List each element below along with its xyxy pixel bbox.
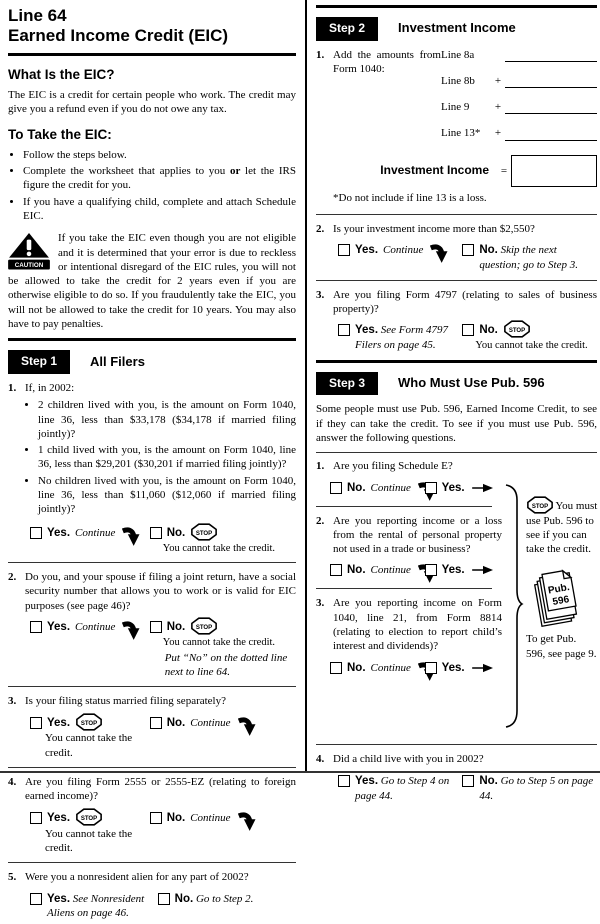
answer-no: No. Continue <box>150 716 296 761</box>
step1-question-5: 5. Were you a nonresident alien for any part of 2002? <box>8 870 296 884</box>
bullet-item: • 1 child lived with you, is the amount on Form 1040, line 36, less than $29,201 ($30,201 if married filing jointly)? <box>38 443 296 472</box>
step1-q4-answers <box>30 811 296 856</box>
step3-question-1: 1. Are you filing Schedule E? <box>316 459 502 473</box>
step2-question-1: 1. Add the amounts from Form 1040: Line 8a Line 8b + Line 9 + Line 13* + Investment Income = *Do not include if line 13 is a loss. <box>316 48 597 207</box>
step1-q2-answers <box>30 620 296 679</box>
question-rule <box>316 588 492 589</box>
question-rule <box>316 452 597 453</box>
section-rule <box>316 5 597 8</box>
caution-icon <box>8 233 50 270</box>
bullet-item: • 2 children lived with you, is the amount on Form 1040, line 36, less than $33,178 ($34,178 if married filing jointly)? <box>38 398 296 441</box>
answer-result: You cannot take the credit. <box>45 732 133 759</box>
answer-no: No. Continue <box>150 811 296 856</box>
step2-question-3: 3. Are you filing Form 4797 (relating to sales of business property)? <box>316 288 597 315</box>
column-divider <box>305 0 307 772</box>
step3-q2-answers <box>330 563 502 578</box>
step1-q4-yes-checkbox[interactable] <box>30 812 42 824</box>
question-text: Are you filing Form 4797 (relating to sales of business property)? <box>333 288 597 315</box>
svg-text:CAUTION: CAUTION <box>14 262 44 270</box>
question-text: Is your filing status married filing separately? <box>25 695 226 708</box>
answer-yes: Yes. <box>425 661 502 676</box>
step3-question-4: 4. Did a child live with you in 2002? <box>316 752 597 766</box>
step3-questions-area <box>316 459 597 737</box>
continue-arrow-icon <box>122 618 142 641</box>
step1-question-1: 1. If, in 2002: • 2 children lived with you, is the amount on Form 1040, line 36, less than $33,178 ($34,178 if married filing jointly)? • 1 child lived with you, is the amount on Form 1040, line 36, less than $29,201 ($30,201 if married filing jointly)? • No children lived with you, is the amount on Form 1040, line 36, less than $11,060 ($12,060 if married filing jointly)? <box>8 381 296 519</box>
step2-title: Investment Income <box>398 20 516 36</box>
step1-q5-yes-checkbox[interactable] <box>30 893 42 905</box>
question-text: Are you filing Form 2555 or 2555-EZ (relating to foreign earned income)? <box>25 776 296 803</box>
footnote: *Do not include if line 13 is a loss. <box>333 191 487 204</box>
step1-q3-yes-checkbox[interactable] <box>30 717 42 729</box>
step2-q2-answers <box>338 243 597 272</box>
continue-arrow-icon <box>122 524 142 547</box>
right-arrow-icon <box>472 483 494 493</box>
answer-yes: Yes. Go to Step 4 on page 44. <box>338 774 462 803</box>
answer-no: No. Continue <box>330 481 425 496</box>
step3-q3-yes-checkbox[interactable] <box>425 662 437 674</box>
question-rule <box>316 280 597 281</box>
amount-row-9: Line 9 + <box>441 100 597 114</box>
answer-result: You cannot take the credit. <box>45 827 133 854</box>
bullet-item: • Complete the worksheet that applies to you or let the IRS figure the credit for you. <box>23 164 296 193</box>
pub-596-book-icon <box>530 564 586 628</box>
stop-icon <box>76 808 102 826</box>
question-text: Were you a nonresident alien for any part of 2002? <box>25 871 249 884</box>
question-text: Did a child live with you in 2002? <box>333 753 484 766</box>
answer-no: No. Go to Step 2. <box>158 892 296 921</box>
question-text: Are you filing Schedule E? <box>333 460 453 473</box>
sidebar-get-text: To get Pub. 596, see page 9. <box>526 633 597 660</box>
answer-no: No. Continue <box>330 661 425 676</box>
step1-q3-no-checkbox[interactable] <box>150 717 162 729</box>
step3-q1-yes-checkbox[interactable] <box>425 482 437 494</box>
step3-q3-no-checkbox[interactable] <box>330 662 342 674</box>
to-take-heading: To Take the EIC: <box>8 127 112 143</box>
step3-title: Who Must Use Pub. 596 <box>398 375 545 391</box>
svg-text:596: 596 <box>551 594 571 609</box>
question-rule <box>8 562 296 563</box>
investment-income-total-row: Investment Income = <box>333 155 597 187</box>
stop-icon <box>504 320 530 338</box>
step1-q1-answers <box>30 526 296 556</box>
step3-header <box>316 372 597 396</box>
stop-icon <box>76 713 102 731</box>
step1-q2-no-checkbox[interactable] <box>150 621 162 633</box>
section-rule <box>8 338 296 341</box>
step3-sidebar <box>526 499 598 667</box>
step3-q2-yes-checkbox[interactable] <box>425 564 437 576</box>
amount-row-8a: Line 8a <box>441 48 597 62</box>
step3-q4-answers <box>338 774 597 803</box>
step2-badge: Step 2 <box>316 17 378 41</box>
svg-text:Pub.: Pub. <box>547 582 571 598</box>
bullet-item: • If you have a qualifying child, complete and attach Schedule EIC. <box>23 195 296 224</box>
investment-income-total-box[interactable] <box>511 155 597 187</box>
question-rule <box>8 862 296 863</box>
title-rule <box>8 53 296 56</box>
answer-no: No. You cannot take the credit. <box>150 526 296 556</box>
continue-arrow-icon <box>238 714 258 737</box>
left-column <box>8 6 296 924</box>
step3-question-2: 2. Are you reporting income or a loss from the rental of personal property not used in a trade or business? <box>316 514 502 556</box>
step1-q2-yes-checkbox[interactable] <box>30 621 42 633</box>
question-text: Is your investment income more than $2,550? <box>333 223 535 236</box>
step1-question-3: 3. Is your filing status married filing separately? <box>8 694 296 708</box>
answer-no: No. Go to Step 5 on page 44. <box>462 774 597 803</box>
question-text: Are you reporting income or a loss from the rental of personal property not used in a trade or business? <box>333 514 502 556</box>
step3-q3-answers <box>330 661 502 676</box>
caution-text: If you take the EIC even though you are not eligible and it is determined that your error is due to reckless or intentional disregard of the EIC rules, you will not be allowed to take the credit for 2 years even if you are otherwise eligible to do so. If you fraudulently take the EIC, you will not be allowed to take the credit for 10 years. You may also have to pay penalties. <box>8 232 296 331</box>
answer-yes: Yes. Continue <box>30 620 150 679</box>
step3-q2-no-checkbox[interactable] <box>330 564 342 576</box>
step2-q3-yes-checkbox[interactable] <box>338 324 350 336</box>
step1-header <box>8 350 296 374</box>
question-text: Do you, and your spouse if filing a joint return, have a social security number that allows you to work or is valid for EIC purposes (see page 46)? <box>25 571 296 612</box>
caution-note <box>8 231 296 331</box>
step1-q3-answers <box>30 716 296 761</box>
bullet-item: • Follow the steps below. <box>23 148 296 162</box>
what-is-body: The EIC is a credit for certain people who work. The credit may give you a refund even if you do not owe any tax. <box>8 88 296 115</box>
step1-title: All Filers <box>90 353 145 369</box>
investment-income-label: Investment Income <box>380 162 489 177</box>
question-rule <box>316 214 597 215</box>
step2-question-2: 2. Is your investment income more than $2,550? <box>316 222 597 236</box>
step3-q1-no-checkbox[interactable] <box>330 482 342 494</box>
step1-badge: Step 1 <box>8 350 70 374</box>
answer-no: No. You cannot take the credit. Put “No” on the dotted line next to line 64. <box>150 620 296 679</box>
answer-no: No. Continue <box>330 563 425 578</box>
step2-q2-no-checkbox[interactable] <box>462 244 474 256</box>
page-bottom-rule <box>0 771 600 773</box>
answer-no: No. You cannot take the credit. <box>462 323 597 353</box>
answer-note: Put “No” on the dotted line next to line 64. <box>164 651 288 678</box>
question-text: Are you reporting income on Form 1040, line 21, from Form 8814 (relating to election to report child’s interest and dividends)? <box>333 597 502 653</box>
step3-badge: Step 3 <box>316 372 378 396</box>
brace-connector <box>504 483 524 729</box>
step1-q5-no-checkbox[interactable] <box>158 893 170 905</box>
question-rule <box>8 686 296 687</box>
answer-result: You cannot take the credit. <box>162 542 276 554</box>
stop-icon <box>191 523 217 541</box>
amount-line-8b-field[interactable] <box>505 75 597 88</box>
step1-question-4: 4. Are you filing Form 2555 or 2555-EZ (relating to foreign earned income)? <box>8 776 296 803</box>
step2-header <box>316 17 597 41</box>
step2-q3-no-checkbox[interactable] <box>462 324 474 336</box>
step2-q3-answers <box>338 323 597 353</box>
question-rule <box>8 767 296 768</box>
step3-q4-no-checkbox[interactable] <box>462 775 474 787</box>
step1-q4-no-checkbox[interactable] <box>150 812 162 824</box>
answer-yes: Yes. You cannot take the credit. <box>30 716 150 761</box>
right-arrow-icon <box>472 565 494 575</box>
answer-yes: Yes. <box>425 481 502 496</box>
what-is-heading: What Is the EIC? <box>8 67 115 83</box>
answer-result: You cannot take the credit. <box>162 637 276 649</box>
sidebar-stop-text: You must use Pub. 596 to see if you can take the credit. <box>526 499 598 556</box>
step1-q5-answers <box>30 892 296 921</box>
to-take-bullets <box>8 148 296 223</box>
answer-result: You cannot take the credit. <box>475 340 588 352</box>
step1-q1-yes-checkbox[interactable] <box>30 527 42 539</box>
amount-row-8b: Line 8b + <box>441 74 597 88</box>
section-rule <box>316 360 597 363</box>
stop-icon <box>191 617 217 635</box>
step1-question-2: 2. Do you, and your spouse if filing a joint return, have a social security number that allows you to work or is valid for EIC purposes (see page 46)? <box>8 571 296 612</box>
answer-yes: Yes. See Nonresident Aliens on page 46. <box>30 892 158 921</box>
answer-yes: Yes. <box>425 563 502 578</box>
amount-line-8a-field[interactable] <box>505 49 597 62</box>
question-rule <box>316 744 597 745</box>
amount-line-9-field[interactable] <box>505 101 597 114</box>
question-text: Add the amounts from Form 1040: <box>333 48 441 75</box>
step3-intro: Some people must use Pub. 596, Earned Income Credit, to see if they can take the credit. To see if you must use Pub. 596, answer the following questions. <box>316 403 597 444</box>
answer-yes: Yes. You cannot take the credit. <box>30 811 150 856</box>
continue-arrow-icon <box>238 809 258 832</box>
step3-q1-answers <box>330 481 502 496</box>
answer-yes: Yes. Continue <box>338 243 462 272</box>
step1-q1-no-checkbox[interactable] <box>150 527 162 539</box>
answer-no: No. Skip the next question; go to Step 3. <box>462 243 597 272</box>
answer-yes: Yes. Continue <box>30 526 150 556</box>
bullet-item: • No children lived with you, is the amount on Form 1040, line 36, less than $11,060 ($12,060 if married filing jointly)? <box>38 474 296 517</box>
answer-yes: Yes. See Form 4797 Filers on page 45. <box>338 323 462 353</box>
amount-row-13: Line 13* + <box>441 126 597 140</box>
step3-q4-yes-checkbox[interactable] <box>338 775 350 787</box>
amount-lines <box>441 48 597 153</box>
page-title: Line 64 Earned Income Credit (EIC) <box>8 6 229 46</box>
step2-q2-yes-checkbox[interactable] <box>338 244 350 256</box>
question-bullets <box>25 398 296 516</box>
right-column <box>316 5 597 806</box>
amount-line-13-field[interactable] <box>505 128 597 141</box>
step3-question-3: 3. Are you reporting income on Form 1040, line 21, from Form 8814 (relating to election to report child’s interest and dividends)? <box>316 597 502 653</box>
right-arrow-icon <box>472 663 494 673</box>
stop-icon <box>527 496 553 514</box>
continue-arrow-icon <box>430 241 450 264</box>
question-text: If, in 2002: <box>25 381 75 394</box>
question-rule <box>316 506 492 507</box>
